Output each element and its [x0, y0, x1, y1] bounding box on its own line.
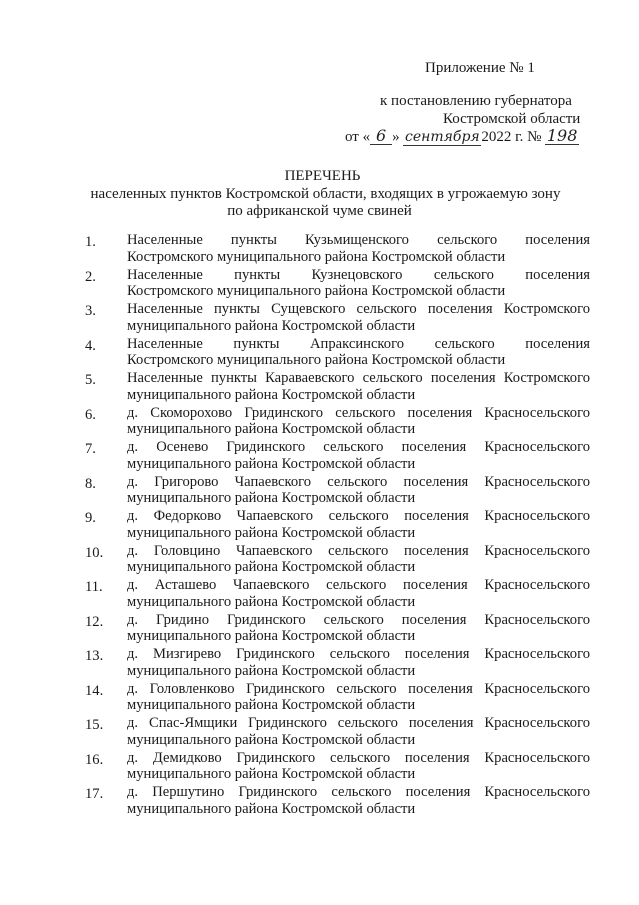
list-item-line1: Населенные пункты Кузьмищенского сельского поселения — [127, 232, 590, 248]
list-item-text — [127, 646, 590, 679]
list-item-line2: муниципального района Костромской области — [127, 455, 416, 472]
list-subtitle-line2: по африканской чуме свиней — [227, 203, 412, 219]
list-item — [85, 646, 590, 681]
list-item-number: 5. — [85, 372, 96, 388]
list-item — [85, 370, 590, 405]
list-item-number: 11. — [85, 579, 103, 595]
list-item — [85, 681, 590, 716]
list-item — [85, 336, 590, 371]
list-item-number: 16. — [85, 751, 104, 768]
list-item-line1: д. Федорково Чапаевского сельского поселения Красносельского — [127, 508, 590, 524]
list-item-line2: муниципального района Костромской области — [127, 628, 416, 644]
list-title: ПЕРЕЧЕНЬ — [284, 168, 361, 184]
list-item-line1: Населенные пункты Апраксинского сельского поселения — [127, 335, 590, 352]
list-item-line1: д. Мизгирево Гридинского сельского поселения Красносельского — [127, 646, 590, 662]
list-item-line1: д. Осенево Гридинского сельского поселения Красносельского — [127, 439, 590, 455]
list-item — [85, 577, 590, 612]
decree-date-line — [345, 128, 579, 146]
list-item-line2: муниципального района Костромской области — [127, 559, 416, 575]
list-item-line2: муниципального района Костромской области — [127, 662, 416, 679]
list-item — [85, 439, 590, 474]
list-item-text — [127, 267, 590, 300]
list-item-line2: муниципального района Костромской области — [127, 800, 416, 817]
list-item-line1: д. Гридино Гридинского сельского поселения Красносельского — [127, 611, 590, 628]
list-item-line2: Костромского муниципального района Костромской области — [127, 248, 506, 265]
list-item-line1: д. Головцино Чапаевского сельского поселения Красносельского — [127, 542, 590, 559]
list-subtitle-line1: населенных пунктов Костромской области, входящих в угрожаемую зону — [90, 186, 561, 202]
list-item-text — [127, 543, 590, 576]
list-item-text — [127, 784, 590, 817]
list-item-line1: д. Першутино Гридинского сельского поселения Красносельского — [127, 784, 590, 800]
list-item-line1: Населенные пункты Караваевского сельского поселения Костромского — [127, 370, 590, 386]
list-item-number: 10. — [85, 544, 104, 561]
list-item-number: 9. — [85, 510, 96, 526]
list-item-text — [127, 232, 590, 265]
list-item — [85, 715, 590, 750]
list-item-number: 1. — [85, 234, 96, 250]
list-item-number: 2. — [85, 268, 96, 285]
list-item-line2: муниципального района Костромской области — [127, 697, 416, 713]
handwritten-day: 6 — [370, 128, 392, 145]
date-suffix: 2022 г. № — [481, 129, 542, 145]
list-item-line2: Костромского муниципального района Костромской области — [127, 283, 506, 299]
list-item-text — [127, 612, 590, 645]
list-item-number: 15. — [85, 717, 104, 733]
date-mid: » — [392, 129, 400, 145]
list-item-line1: Населенные пункты Кузнецовского сельского поселения — [127, 266, 590, 283]
list-item — [85, 405, 590, 440]
list-item — [85, 301, 590, 336]
list-item-number: 7. — [85, 441, 96, 457]
list-item-number: 14. — [85, 682, 104, 699]
list-item-line2: муниципального района Костромской области — [127, 421, 416, 437]
list-item-line1: д. Григорово Чапаевского сельского поселения Красносельского — [127, 473, 590, 490]
list-item — [85, 543, 590, 578]
list-item-line1: д. Головленково Гридинского сельского поселения Красносельского — [127, 680, 590, 697]
list-item — [85, 750, 590, 785]
decree-region: Костромской области — [443, 111, 581, 127]
list-item-line2: муниципального района Костромской области — [127, 593, 416, 610]
list-item-number: 8. — [85, 475, 96, 492]
list-item — [85, 612, 590, 647]
list-item-line1: д. Скоморохово Гридинского сельского поселения Красносельского — [127, 404, 590, 421]
settlement-list — [85, 232, 590, 819]
list-item-line2: муниципального района Костромской области — [127, 766, 416, 782]
date-prefix: от « — [345, 129, 371, 145]
list-item-number: 12. — [85, 613, 104, 630]
list-item-line2: муниципального района Костромской области — [127, 490, 416, 506]
list-item — [85, 474, 590, 509]
list-item — [85, 784, 590, 819]
list-item-number: 6. — [85, 406, 96, 423]
list-item-text — [127, 370, 590, 403]
list-item-line2: муниципального района Костромской области — [127, 731, 416, 748]
list-item-line1: Населенные пункты Сущевского сельского поселения Костромского — [127, 301, 590, 317]
list-item-text — [127, 750, 590, 783]
list-item-line1: д. Демидково Гридинского сельского поселения Красносельского — [127, 749, 590, 766]
handwritten-month: сентября — [405, 129, 480, 145]
list-item-line2: муниципального района Костромской области — [127, 317, 416, 334]
appendix-title: Приложение № 1 — [425, 60, 535, 76]
list-item-line2: муниципального района Костромской области — [127, 386, 416, 403]
handwritten-decree-number: 198 — [546, 126, 578, 145]
list-item-text — [127, 715, 590, 748]
list-item-text — [127, 301, 590, 334]
list-item-line1: д. Спас-Ямщики Гридинского сельского поселения Красносельского — [127, 715, 590, 731]
list-item-number: 17. — [85, 786, 104, 802]
list-item-number: 13. — [85, 648, 104, 664]
decree-reference: к постановлению губернатора — [380, 93, 572, 109]
list-item-line2: Костромского муниципального района Костромской области — [127, 352, 506, 368]
list-item-text — [127, 508, 590, 541]
list-item-line1: д. Асташево Чапаевского сельского поселения Красносельского — [127, 577, 590, 593]
list-item — [85, 267, 590, 302]
list-item — [85, 508, 590, 543]
list-item-text — [127, 474, 590, 507]
list-item-text — [127, 439, 590, 472]
list-item-text — [127, 681, 590, 714]
list-item-text — [127, 577, 590, 610]
list-item-number: 3. — [85, 303, 96, 319]
list-item-text — [127, 336, 590, 369]
list-item-line2: муниципального района Костромской области — [127, 524, 416, 541]
list-item-number: 4. — [85, 337, 96, 354]
list-item — [85, 232, 590, 267]
list-item-text — [127, 405, 590, 438]
